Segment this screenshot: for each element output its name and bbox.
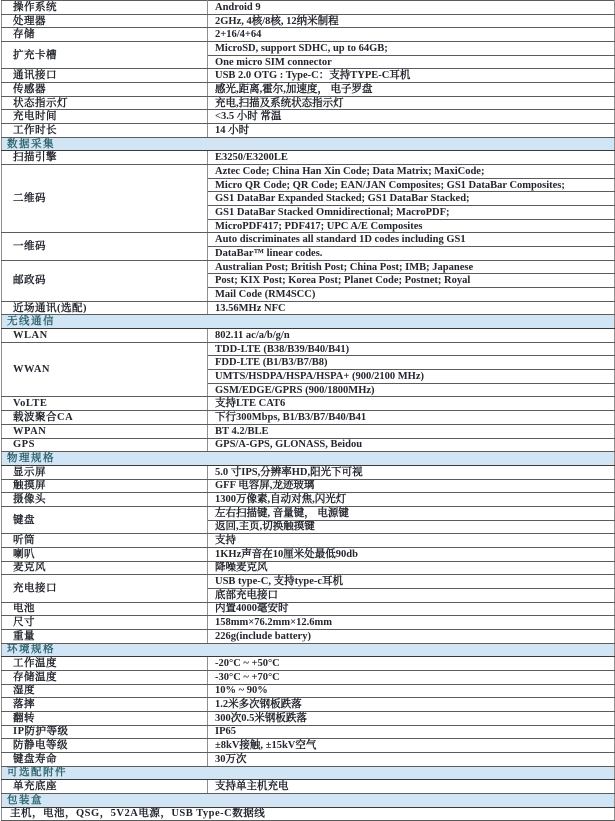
spec-row <box>2 124 615 138</box>
spec-value-cell: GSM/EDGE/GPRS (900/1800MHz) <box>208 383 615 397</box>
spec-value-cell: MicroSD, support SDHC, up to 64GB; <box>208 42 615 56</box>
spec-value-cell: Android 9 <box>208 1 615 15</box>
spec-label-cell: WWAN <box>2 342 208 397</box>
section-header-row <box>2 766 615 780</box>
spec-label-cell: 键盘 <box>2 506 208 533</box>
spec-label-cell: 听筒 <box>2 534 208 548</box>
spec-value-cell: <3.5 小时 常温 <box>208 110 615 124</box>
spec-value-cell: GFF 电容屏,龙迹玻璃 <box>208 479 615 493</box>
spec-table <box>1 0 615 821</box>
spec-value-cell: 内置4000毫安时 <box>208 602 615 616</box>
spec-row <box>2 657 615 671</box>
spec-row <box>2 493 615 507</box>
spec-label-cell: 载波聚合CA <box>2 411 208 425</box>
spec-label-cell: 触摸屏 <box>2 479 208 493</box>
spec-row <box>2 233 615 247</box>
spec-label-cell: 状态指示灯 <box>2 96 208 110</box>
package-contents-row <box>2 807 615 821</box>
spec-label-cell: 操作系统 <box>2 1 208 15</box>
spec-row <box>2 479 615 493</box>
spec-label-cell: 落摔 <box>2 698 208 712</box>
spec-row <box>2 438 615 452</box>
spec-row <box>2 561 615 575</box>
spec-row <box>2 711 615 725</box>
spec-row <box>2 151 615 165</box>
spec-label-cell: 单充底座 <box>2 780 208 794</box>
spec-value-cell: -20°C ~ +50°C <box>208 657 615 671</box>
spec-row <box>2 780 615 794</box>
spec-label-cell: 存储温度 <box>2 670 208 684</box>
spec-value-cell: 30万次 <box>208 752 615 766</box>
spec-label-cell: 充电接口 <box>2 575 208 602</box>
spec-label-cell: 存储 <box>2 28 208 42</box>
spec-row <box>2 698 615 712</box>
spec-label-cell: 麦克风 <box>2 561 208 575</box>
spec-value-cell: 1.2米多次钢板跌落 <box>208 698 615 712</box>
spec-row <box>2 739 615 753</box>
spec-value-cell: ±8kV接触, ±15kV空气 <box>208 739 615 753</box>
spec-value-cell: 2GHz, 4核/8核, 12纳米制程 <box>208 14 615 28</box>
section-header-row <box>2 452 615 466</box>
section-header-label: 可选配附件 <box>2 766 615 780</box>
spec-value-cell: UMTS/HSDPA/HSPA/HSPA+ (900/2100 MHz) <box>208 370 615 384</box>
spec-value-cell: Micro QR Code; QR Code; EAN/JAN Composites; GS1 DataBar Composites; <box>208 178 615 192</box>
spec-label-cell: 工作温度 <box>2 657 208 671</box>
spec-label-cell: 邮政码 <box>2 260 208 301</box>
spec-label-cell: IP防护等级 <box>2 725 208 739</box>
spec-value-cell: BT 4.2/BLE <box>208 424 615 438</box>
spec-row <box>2 69 615 83</box>
spec-value-cell: 底部充电接口 <box>208 588 615 602</box>
spec-value-cell: E3250/E3200LE <box>208 151 615 165</box>
section-header-row <box>2 137 615 151</box>
spec-row <box>2 506 615 520</box>
spec-row <box>2 752 615 766</box>
spec-value-cell: TDD-LTE (B38/B39/B40/B41) <box>208 342 615 356</box>
spec-row <box>2 42 615 56</box>
spec-value-cell: 5.0 寸IPS,分辨率HD,阳光下可视 <box>208 465 615 479</box>
spec-value-cell: 2+16/4+64 <box>208 28 615 42</box>
spec-value-cell: 13.56MHz NFC <box>208 301 615 315</box>
spec-label-cell: 近场通讯(选配) <box>2 301 208 315</box>
spec-value-cell: 支持LTE CAT6 <box>208 397 615 411</box>
spec-label-cell: 工作时长 <box>2 124 208 138</box>
spec-label-cell: 键盘寿命 <box>2 752 208 766</box>
spec-label-cell: 充电时间 <box>2 110 208 124</box>
spec-row <box>2 1 615 15</box>
spec-value-cell: USB type-C, 支持type-c耳机 <box>208 575 615 589</box>
spec-value-cell: Auto discriminates all standard 1D codes including GS1 <box>208 233 615 247</box>
spec-row <box>2 165 615 179</box>
spec-row <box>2 329 615 343</box>
spec-label-cell: 一维码 <box>2 233 208 260</box>
spec-value-cell: Mail Code (RM4SCC) <box>208 288 615 302</box>
spec-label-cell: GPS <box>2 438 208 452</box>
spec-row <box>2 602 615 616</box>
spec-row <box>2 83 615 97</box>
section-header-label: 无线通信 <box>2 315 615 329</box>
spec-value-cell: 返回,主页,切换触摸键 <box>208 520 615 534</box>
spec-value-cell: 充电,扫描及系统状态指示灯 <box>208 96 615 110</box>
spec-label-cell: WLAN <box>2 329 208 343</box>
spec-label-cell: 传感器 <box>2 83 208 97</box>
spec-row <box>2 28 615 42</box>
spec-row <box>2 424 615 438</box>
section-header-row <box>2 315 615 329</box>
section-header-label: 物理规格 <box>2 452 615 466</box>
spec-value-cell: Aztec Code; China Han Xin Code; Data Matrix; MaxiCode; <box>208 165 615 179</box>
spec-label-cell: 通讯接口 <box>2 69 208 83</box>
spec-value-cell: 支持单主机充电 <box>208 780 615 794</box>
spec-row <box>2 575 615 589</box>
spec-label-cell: WPAN <box>2 424 208 438</box>
spec-label-cell: 显示屏 <box>2 465 208 479</box>
spec-value-cell: 802.11 ac/a/b/g/n <box>208 329 615 343</box>
spec-row <box>2 411 615 425</box>
spec-label-cell: 扩充卡槽 <box>2 42 208 69</box>
spec-row <box>2 96 615 110</box>
spec-row <box>2 260 615 274</box>
spec-label-cell: 翻转 <box>2 711 208 725</box>
spec-row <box>2 547 615 561</box>
spec-label-cell: 重量 <box>2 629 208 643</box>
spec-value-cell: GS1 DataBar Stacked Omnidirectional; MacroPDF; <box>208 206 615 220</box>
spec-row <box>2 616 615 630</box>
spec-row <box>2 684 615 698</box>
spec-row <box>2 534 615 548</box>
spec-value-cell: 1300万像素,自动对焦,闪光灯 <box>208 493 615 507</box>
spec-value-cell: 300次0.5米钢板跌落 <box>208 711 615 725</box>
section-header-row <box>2 643 615 657</box>
spec-value-cell: DataBar™ linear codes. <box>208 247 615 261</box>
spec-row <box>2 342 615 356</box>
spec-value-cell: Post; KIX Post; Korea Post; Planet Code; Postnet; Royal <box>208 274 615 288</box>
section-header-label: 环境规格 <box>2 643 615 657</box>
spec-value-cell: IP65 <box>208 725 615 739</box>
spec-label-cell: 扫描引擎 <box>2 151 208 165</box>
spec-value-cell: MicroPDF417; PDF417; UPC A/E Composites <box>208 219 615 233</box>
spec-label-cell: 二维码 <box>2 165 208 233</box>
spec-value-cell: GPS/A-GPS, GLONASS, Beidou <box>208 438 615 452</box>
spec-value-cell: One micro SIM connector <box>208 55 615 69</box>
spec-value-cell: 下行300Mbps, B1/B3/B7/B40/B41 <box>208 411 615 425</box>
spec-label-cell: 电池 <box>2 602 208 616</box>
spec-value-cell: 158mm×76.2mm×12.6mm <box>208 616 615 630</box>
spec-value-cell: 支持 <box>208 534 615 548</box>
spec-row <box>2 397 615 411</box>
spec-label-cell: 尺寸 <box>2 616 208 630</box>
spec-row <box>2 629 615 643</box>
spec-row <box>2 465 615 479</box>
spec-row <box>2 725 615 739</box>
spec-value-cell: 左右扫描键, 音量键， 电源键 <box>208 506 615 520</box>
spec-row <box>2 14 615 28</box>
spec-value-cell: GS1 DataBar Expanded Stacked; GS1 DataBar Stacked; <box>208 192 615 206</box>
spec-row <box>2 670 615 684</box>
spec-label-cell: VoLTE <box>2 397 208 411</box>
spec-value-cell: -30°C ~ +70°C <box>208 670 615 684</box>
spec-value-cell: 10% ~ 90% <box>208 684 615 698</box>
section-header-label: 包装盒 <box>2 793 615 807</box>
spec-value-cell: 14 小时 <box>208 124 615 138</box>
spec-label-cell: 湿度 <box>2 684 208 698</box>
spec-value-cell: FDD-LTE (B1/B3/B7/B8) <box>208 356 615 370</box>
spec-label-cell: 摄像头 <box>2 493 208 507</box>
section-header-row <box>2 793 615 807</box>
spec-row <box>2 110 615 124</box>
spec-value-cell: 1KHz声音在10厘米处最低90db <box>208 547 615 561</box>
spec-label-cell: 喇叭 <box>2 547 208 561</box>
spec-value-cell: 226g(include battery) <box>208 629 615 643</box>
spec-row <box>2 301 615 315</box>
spec-value-cell: 感光,距离,霍尔,加速度， 电子罗盘 <box>208 83 615 97</box>
spec-label-cell: 防静电等级 <box>2 739 208 753</box>
section-header-label: 数据采集 <box>2 137 615 151</box>
spec-table-body <box>2 1 615 821</box>
package-contents-text: 主机，电池，QSG，5V2A电源，USB Type-C数据线 <box>2 807 615 821</box>
spec-label-cell: 处理器 <box>2 14 208 28</box>
spec-value-cell: 降噪麦克风 <box>208 561 615 575</box>
spec-value-cell: USB 2.0 OTG : Type-C：支持TYPE-C耳机 <box>208 69 615 83</box>
spec-value-cell: Australian Post; British Post; China Post; IMB; Japanese <box>208 260 615 274</box>
